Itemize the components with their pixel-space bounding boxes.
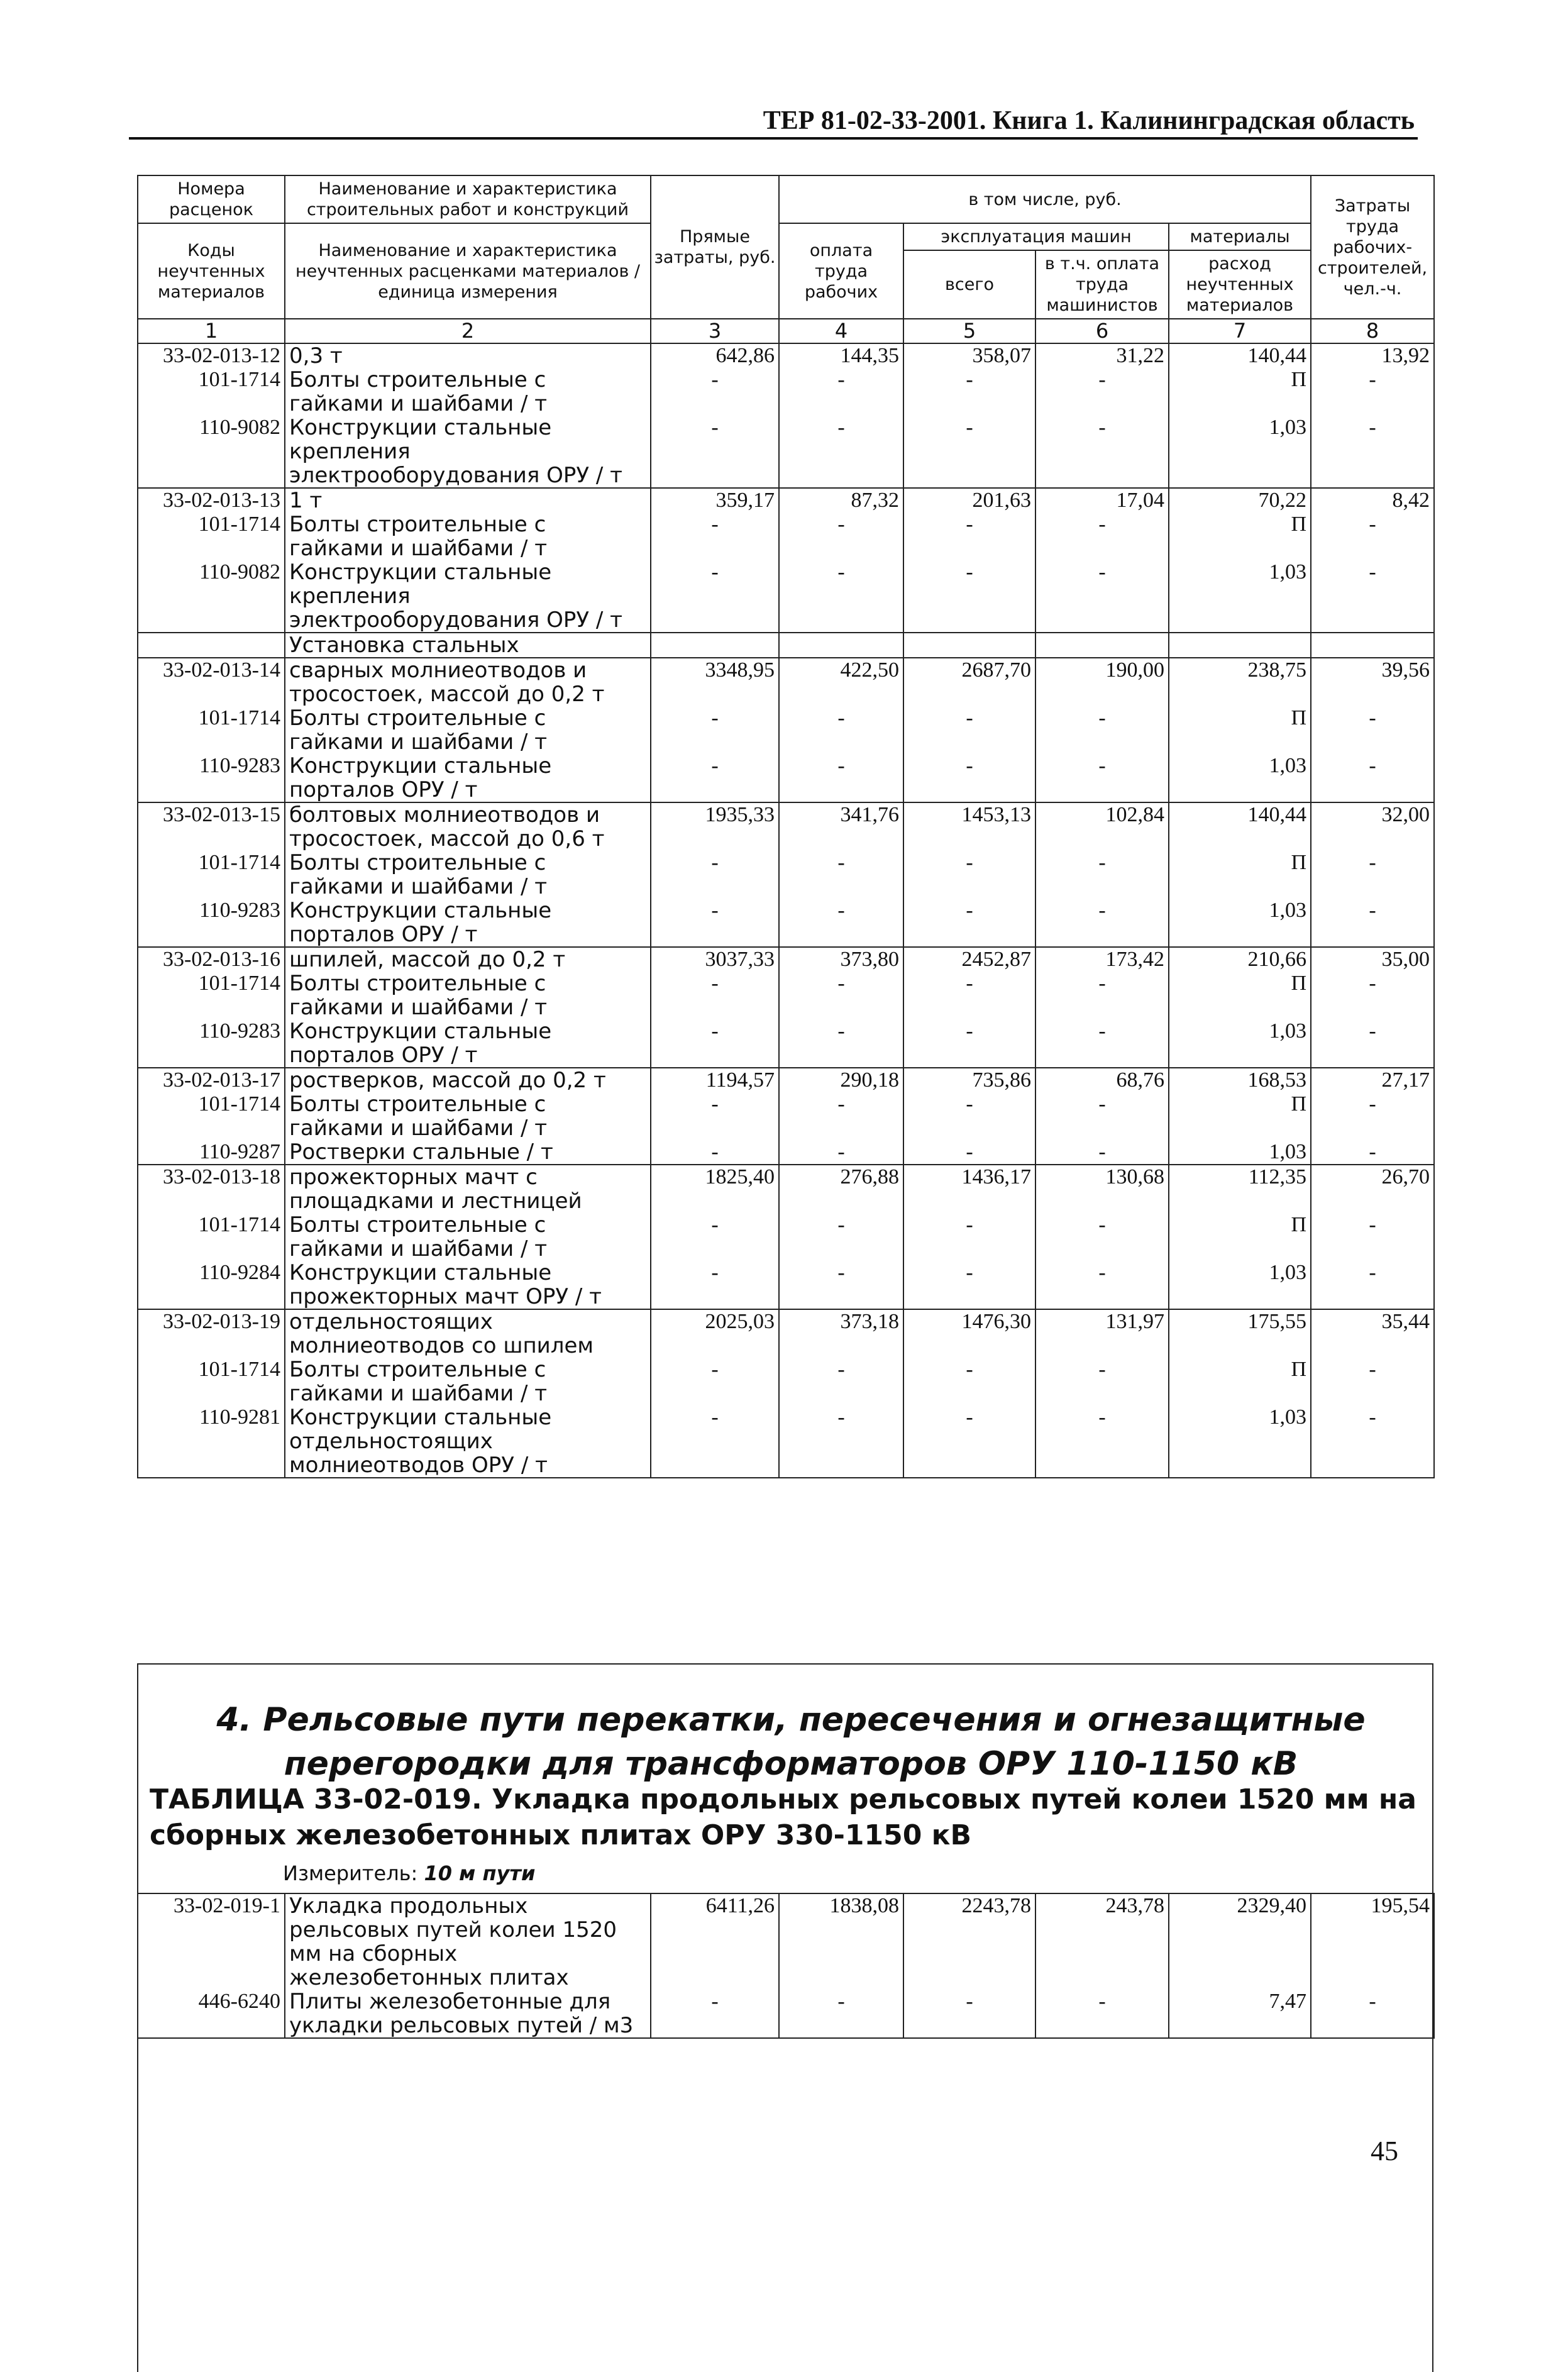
row-value: - bbox=[903, 1990, 1035, 2038]
row-name: Болты строительные с гайками и шайбами / т bbox=[285, 706, 651, 754]
row-value: - bbox=[1035, 1358, 1169, 1405]
row-value: 35,00 bbox=[1311, 947, 1434, 972]
row-name: прожекторных мачт с площадками и лестницей bbox=[285, 1165, 651, 1213]
row-name: шпилей, массой до 0,2 т bbox=[285, 947, 651, 972]
rate-row bbox=[138, 1165, 1434, 1213]
row-value: - bbox=[779, 1140, 903, 1165]
row-value: - bbox=[779, 368, 903, 416]
section-title: 4. Рельсовые пути перекатки, пересечения и огнезащитные перегородки для трансформаторов ОРУ 110-1150 кВ bbox=[216, 1701, 1366, 1783]
row-value: - bbox=[903, 1261, 1035, 1309]
row-value: 373,80 bbox=[779, 947, 903, 972]
row-value: 39,56 bbox=[1311, 658, 1434, 706]
row-value: 341,76 bbox=[779, 802, 903, 851]
head-labor-costs: Затраты труда рабочих-строителей, чел.-ч. bbox=[1311, 175, 1434, 319]
row-value: 87,32 bbox=[779, 488, 903, 513]
rate-row bbox=[138, 1309, 1434, 1358]
row-value: - bbox=[1035, 1405, 1169, 1478]
row-name: Конструкции стальные крепления электрооборудования ОРУ / т bbox=[285, 416, 651, 488]
row-code: 101-1714 bbox=[138, 706, 285, 754]
row-code: 33-02-013-15 bbox=[138, 802, 285, 851]
col-number: 1 bbox=[138, 319, 285, 343]
row-value: - bbox=[903, 1019, 1035, 1068]
material-row bbox=[138, 1358, 1434, 1405]
rate-row bbox=[138, 1893, 1434, 1990]
head-including: в том числе, руб. bbox=[779, 175, 1311, 223]
row-value: 140,44 bbox=[1169, 802, 1311, 851]
row-value: 201,63 bbox=[903, 488, 1035, 513]
head-material-name: Наименование и характеристика неучтенных расценками материалов / единица измерения bbox=[285, 223, 651, 319]
row-name: Болты строительные с гайками и шайбами / т bbox=[285, 851, 651, 899]
rate-row bbox=[138, 947, 1434, 972]
row-value: 102,84 bbox=[1035, 802, 1169, 851]
row-value: - bbox=[651, 1019, 779, 1068]
row-code: 101-1714 bbox=[138, 1358, 285, 1405]
row-code: 101-1714 bbox=[138, 1213, 285, 1261]
material-row bbox=[138, 416, 1434, 488]
row-value: - bbox=[779, 560, 903, 633]
rate-group bbox=[138, 1068, 1434, 1165]
row-value: 17,04 bbox=[1035, 488, 1169, 513]
row-value: 26,70 bbox=[1311, 1165, 1434, 1213]
row-value: 1,03 bbox=[1169, 560, 1311, 633]
row-value: 210,66 bbox=[1169, 947, 1311, 972]
row-value: - bbox=[651, 754, 779, 802]
row-value: 3348,95 bbox=[651, 658, 779, 706]
head-direct-costs: Прямые затраты, руб. bbox=[651, 175, 779, 319]
row-code: 110-9287 bbox=[138, 1140, 285, 1165]
row-value: 2243,78 bbox=[903, 1893, 1035, 1990]
measurer-label: Измеритель: bbox=[283, 1861, 418, 1885]
material-row bbox=[138, 1092, 1434, 1140]
material-row bbox=[138, 1405, 1434, 1478]
row-value: 130,68 bbox=[1035, 1165, 1169, 1213]
row-name: Конструкции стальные порталов ОРУ / т bbox=[285, 754, 651, 802]
head-machines-total: всего bbox=[903, 250, 1035, 319]
row-value: - bbox=[903, 899, 1035, 947]
row-value: 2025,03 bbox=[651, 1309, 779, 1358]
rate-row bbox=[138, 1068, 1434, 1092]
row-name: Конструкции стальные прожекторных мачт ОРУ / т bbox=[285, 1261, 651, 1309]
row-value: 359,17 bbox=[651, 488, 779, 513]
row-value: П bbox=[1169, 1092, 1311, 1140]
row-value: - bbox=[1311, 416, 1434, 488]
row-value: - bbox=[903, 1405, 1035, 1478]
row-value: П bbox=[1169, 851, 1311, 899]
row-value: - bbox=[651, 560, 779, 633]
row-value: П bbox=[1169, 706, 1311, 754]
rate-row bbox=[138, 343, 1434, 368]
rate-group bbox=[138, 343, 1434, 488]
row-value: - bbox=[1311, 1019, 1434, 1068]
row-value: - bbox=[651, 1213, 779, 1261]
row-name: Ростверки стальные / т bbox=[285, 1140, 651, 1165]
row-code: 110-9082 bbox=[138, 416, 285, 488]
row-value: - bbox=[1311, 706, 1434, 754]
head-material-codes: Коды неучтенных материалов bbox=[138, 223, 285, 319]
row-code: 33-02-013-18 bbox=[138, 1165, 285, 1213]
row-code: 33-02-013-19 bbox=[138, 1309, 285, 1358]
material-row bbox=[138, 754, 1434, 802]
row-value: - bbox=[779, 1213, 903, 1261]
rate-row bbox=[138, 488, 1434, 513]
row-value: 2329,40 bbox=[1169, 1893, 1311, 1990]
row-value: - bbox=[903, 851, 1035, 899]
row-name: Конструкции стальные порталов ОРУ / т bbox=[285, 1019, 651, 1068]
row-name: Болты строительные с гайками и шайбами / т bbox=[285, 972, 651, 1019]
row-value: - bbox=[1035, 1213, 1169, 1261]
row-value: - bbox=[1035, 513, 1169, 560]
head-work-name: Наименование и характеристика строительных работ и конструкций bbox=[285, 175, 651, 223]
row-value: - bbox=[651, 513, 779, 560]
row-name: Укладка продольных рельсовых путей колеи 1520 мм на сборных железобетонных плитах bbox=[285, 1893, 651, 1990]
row-name: отдельностоящих молниеотводов со шпилем bbox=[285, 1309, 651, 1358]
row-code: 110-9281 bbox=[138, 1405, 285, 1478]
row-value: 2687,70 bbox=[903, 658, 1035, 706]
page-header-title: ТЕР 81-02-33-2001. Книга 1. Калининградская область bbox=[763, 106, 1415, 135]
col-number: 3 bbox=[651, 319, 779, 343]
material-row bbox=[138, 368, 1434, 416]
row-value: - bbox=[1035, 1019, 1169, 1068]
row-value: 1,03 bbox=[1169, 1140, 1311, 1165]
rate-group bbox=[138, 802, 1434, 947]
row-code: 33-02-013-12 bbox=[138, 343, 285, 368]
row-value: 1,03 bbox=[1169, 1405, 1311, 1478]
row-value: - bbox=[1035, 706, 1169, 754]
row-value: - bbox=[779, 1405, 903, 1478]
row-code: 101-1714 bbox=[138, 972, 285, 1019]
row-value: 195,54 bbox=[1311, 1893, 1434, 1990]
row-value: - bbox=[1035, 368, 1169, 416]
row-value: - bbox=[903, 972, 1035, 1019]
row-value: 1476,30 bbox=[903, 1309, 1035, 1358]
material-row bbox=[138, 851, 1434, 899]
col-number: 6 bbox=[1035, 319, 1169, 343]
row-value: - bbox=[1035, 1092, 1169, 1140]
row-code: 110-9283 bbox=[138, 899, 285, 947]
row-value: - bbox=[1035, 1261, 1169, 1309]
row-value: - bbox=[779, 851, 903, 899]
price-table bbox=[137, 175, 1435, 1478]
row-value: - bbox=[779, 1092, 903, 1140]
row-value: - bbox=[903, 1140, 1035, 1165]
rate-group bbox=[138, 947, 1434, 1068]
row-value: 68,76 bbox=[1035, 1068, 1169, 1092]
row-value: - bbox=[903, 513, 1035, 560]
material-row bbox=[138, 560, 1434, 633]
row-code: 110-9284 bbox=[138, 1261, 285, 1309]
material-row bbox=[138, 972, 1434, 1019]
row-value: - bbox=[1311, 1990, 1434, 2038]
row-value: - bbox=[651, 1358, 779, 1405]
row-value: - bbox=[1311, 1261, 1434, 1309]
row-value: 31,22 bbox=[1035, 343, 1169, 368]
col-number: 8 bbox=[1311, 319, 1434, 343]
head-materials: материалы bbox=[1169, 223, 1311, 250]
row-code: 446-6240 bbox=[138, 1990, 285, 2038]
row-value: - bbox=[1311, 1405, 1434, 1478]
rate-row bbox=[138, 802, 1434, 851]
row-value: 70,22 bbox=[1169, 488, 1311, 513]
row-value: - bbox=[903, 1358, 1035, 1405]
row-value: - bbox=[779, 754, 903, 802]
row-value: 276,88 bbox=[779, 1165, 903, 1213]
row-name: 0,3 т bbox=[285, 343, 651, 368]
col-number: 4 bbox=[779, 319, 903, 343]
row-value: - bbox=[903, 416, 1035, 488]
row-value: 290,18 bbox=[779, 1068, 903, 1092]
row-value: 2452,87 bbox=[903, 947, 1035, 972]
row-value: - bbox=[1035, 1990, 1169, 2038]
row-value: 175,55 bbox=[1169, 1309, 1311, 1358]
row-value: 422,50 bbox=[779, 658, 903, 706]
row-code: 33-02-013-17 bbox=[138, 1068, 285, 1092]
material-row bbox=[138, 513, 1434, 560]
row-value: - bbox=[1035, 972, 1169, 1019]
row-value: - bbox=[1311, 1140, 1434, 1165]
row-value: 190,00 bbox=[1035, 658, 1169, 706]
row-value: 1,03 bbox=[1169, 754, 1311, 802]
row-value: - bbox=[903, 754, 1035, 802]
row-name: Болты строительные с гайками и шайбами / т bbox=[285, 1358, 651, 1405]
measurer bbox=[283, 1861, 535, 1885]
col-number: 5 bbox=[903, 319, 1035, 343]
row-value: 238,75 bbox=[1169, 658, 1311, 706]
row-name: Конструкции стальные крепления электрооборудования ОРУ / т bbox=[285, 560, 651, 633]
row-value: - bbox=[1035, 754, 1169, 802]
row-name: ростверков, массой до 0,2 т bbox=[285, 1068, 651, 1092]
material-row bbox=[138, 1990, 1434, 2038]
row-value: - bbox=[651, 1261, 779, 1309]
row-value: 7,47 bbox=[1169, 1990, 1311, 2038]
row-code: 101-1714 bbox=[138, 368, 285, 416]
row-value: - bbox=[1311, 368, 1434, 416]
rate-group bbox=[138, 1893, 1434, 2038]
row-value: - bbox=[779, 972, 903, 1019]
row-value: 1935,33 bbox=[651, 802, 779, 851]
row-value: 112,35 bbox=[1169, 1165, 1311, 1213]
row-name: Болты строительные с гайками и шайбами / т bbox=[285, 1092, 651, 1140]
row-value: 168,53 bbox=[1169, 1068, 1311, 1092]
row-value: - bbox=[779, 416, 903, 488]
material-row bbox=[138, 1261, 1434, 1309]
row-value: 131,97 bbox=[1035, 1309, 1169, 1358]
row-value: 6411,26 bbox=[651, 1893, 779, 1990]
material-row bbox=[138, 1213, 1434, 1261]
row-value: 32,00 bbox=[1311, 802, 1434, 851]
row-value: - bbox=[1311, 1358, 1434, 1405]
material-row bbox=[138, 1140, 1434, 1165]
page-number: 45 bbox=[1371, 2136, 1398, 2166]
row-value: 642,86 bbox=[651, 343, 779, 368]
subheading: Установка стальных bbox=[285, 633, 651, 658]
row-value: 358,07 bbox=[903, 343, 1035, 368]
row-value: - bbox=[1311, 754, 1434, 802]
row-code: 33-02-013-13 bbox=[138, 488, 285, 513]
row-value: 13,92 bbox=[1311, 343, 1434, 368]
row-value: 1436,17 bbox=[903, 1165, 1035, 1213]
row-name: Плиты железобетонные для укладки рельсовых путей / м3 bbox=[285, 1990, 651, 2038]
row-value: 27,17 bbox=[1311, 1068, 1434, 1092]
row-value: П bbox=[1169, 972, 1311, 1019]
row-value: - bbox=[903, 560, 1035, 633]
head-rate-numbers: Номера расценок bbox=[138, 175, 285, 223]
material-row bbox=[138, 899, 1434, 947]
row-value: - bbox=[651, 1140, 779, 1165]
row-value: - bbox=[779, 1990, 903, 2038]
row-value: 3037,33 bbox=[651, 947, 779, 972]
rate-group bbox=[138, 488, 1434, 633]
rate-row bbox=[138, 658, 1434, 706]
head-machines: эксплуатация машин bbox=[903, 223, 1169, 250]
header-rule bbox=[129, 137, 1418, 140]
row-value: 1,03 bbox=[1169, 416, 1311, 488]
row-code: 33-02-019-1 bbox=[138, 1893, 285, 1990]
row-value: 1,03 bbox=[1169, 899, 1311, 947]
measurer-value: 10 м пути bbox=[424, 1861, 536, 1885]
row-value: - bbox=[1035, 1140, 1169, 1165]
row-value: 1,03 bbox=[1169, 1019, 1311, 1068]
head-machinist-wages: в т.ч. оплата труда машинистов bbox=[1035, 250, 1169, 319]
row-value: - bbox=[1311, 1092, 1434, 1140]
row-value: 735,86 bbox=[903, 1068, 1035, 1092]
rail-table bbox=[137, 1893, 1435, 2039]
row-value: 1194,57 bbox=[651, 1068, 779, 1092]
row-value: - bbox=[1035, 899, 1169, 947]
row-value: - bbox=[903, 368, 1035, 416]
row-value: - bbox=[651, 416, 779, 488]
rate-group bbox=[138, 658, 1434, 802]
material-row bbox=[138, 706, 1434, 754]
row-value: П bbox=[1169, 1213, 1311, 1261]
rate-group bbox=[138, 1309, 1434, 1478]
subheading-spacer bbox=[138, 633, 285, 658]
row-value: - bbox=[903, 1092, 1035, 1140]
row-value: 243,78 bbox=[1035, 1893, 1169, 1990]
col-number: 2 bbox=[285, 319, 651, 343]
row-code: 33-02-013-14 bbox=[138, 658, 285, 706]
row-value: - bbox=[651, 1405, 779, 1478]
row-value: 35,44 bbox=[1311, 1309, 1434, 1358]
row-value: П bbox=[1169, 368, 1311, 416]
row-code: 110-9283 bbox=[138, 1019, 285, 1068]
row-value: - bbox=[1311, 972, 1434, 1019]
row-value: - bbox=[1311, 560, 1434, 633]
row-value: - bbox=[779, 1019, 903, 1068]
row-value: 173,42 bbox=[1035, 947, 1169, 972]
row-value: 144,35 bbox=[779, 343, 903, 368]
row-value: - bbox=[779, 706, 903, 754]
row-name: сварных молниеотводов и тросостоек, массой до 0,2 т bbox=[285, 658, 651, 706]
row-value: - bbox=[1035, 851, 1169, 899]
row-value: - bbox=[779, 1358, 903, 1405]
row-code: 101-1714 bbox=[138, 513, 285, 560]
row-name: Конструкции стальные порталов ОРУ / т bbox=[285, 899, 651, 947]
table-title: ТАБЛИЦА 33-02-019. Укладка продольных рельсовых путей колеи 1520 мм на сборных железобетонных плитах ОРУ 330-1150 кВ bbox=[150, 1783, 1416, 1851]
row-value: - bbox=[1311, 1213, 1434, 1261]
col-number: 7 bbox=[1169, 319, 1311, 343]
row-value: - bbox=[1311, 851, 1434, 899]
row-value: - bbox=[651, 899, 779, 947]
head-material-usage: расход неучтенных материалов bbox=[1169, 250, 1311, 319]
head-wages: оплата труда рабочих bbox=[779, 223, 903, 319]
row-value: - bbox=[903, 706, 1035, 754]
row-value: - bbox=[903, 1213, 1035, 1261]
row-code: 101-1714 bbox=[138, 1092, 285, 1140]
row-name: Болты строительные с гайками и шайбами / т bbox=[285, 1213, 651, 1261]
row-name: 1 т bbox=[285, 488, 651, 513]
row-value: - bbox=[651, 1990, 779, 2038]
row-name: Болты строительные с гайками и шайбами / т bbox=[285, 513, 651, 560]
row-value: 8,42 bbox=[1311, 488, 1434, 513]
row-name: болтовых молниеотводов и тросостоек, массой до 0,6 т bbox=[285, 802, 651, 851]
row-value: 140,44 bbox=[1169, 343, 1311, 368]
row-code: 110-9082 bbox=[138, 560, 285, 633]
row-value: - bbox=[651, 368, 779, 416]
row-value: 1,03 bbox=[1169, 1261, 1311, 1309]
row-value: П bbox=[1169, 1358, 1311, 1405]
row-code: 110-9283 bbox=[138, 754, 285, 802]
row-value: - bbox=[779, 513, 903, 560]
row-value: П bbox=[1169, 513, 1311, 560]
row-value: - bbox=[1035, 560, 1169, 633]
row-value: - bbox=[651, 972, 779, 1019]
rate-group bbox=[138, 1165, 1434, 1309]
row-value: - bbox=[1311, 513, 1434, 560]
row-code: 101-1714 bbox=[138, 851, 285, 899]
row-value: 1825,40 bbox=[651, 1165, 779, 1213]
row-value: - bbox=[1311, 899, 1434, 947]
row-value: - bbox=[651, 1092, 779, 1140]
row-value: - bbox=[1035, 416, 1169, 488]
row-value: - bbox=[779, 1261, 903, 1309]
row-name: Болты строительные с гайками и шайбами / т bbox=[285, 368, 651, 416]
row-value: 1453,13 bbox=[903, 802, 1035, 851]
material-row bbox=[138, 1019, 1434, 1068]
row-name: Конструкции стальные отдельностоящих молниеотводов ОРУ / т bbox=[285, 1405, 651, 1478]
row-value: - bbox=[651, 851, 779, 899]
row-value: - bbox=[779, 899, 903, 947]
row-value: 373,18 bbox=[779, 1309, 903, 1358]
row-value: - bbox=[651, 706, 779, 754]
row-value: 1838,08 bbox=[779, 1893, 903, 1990]
row-code: 33-02-013-16 bbox=[138, 947, 285, 972]
